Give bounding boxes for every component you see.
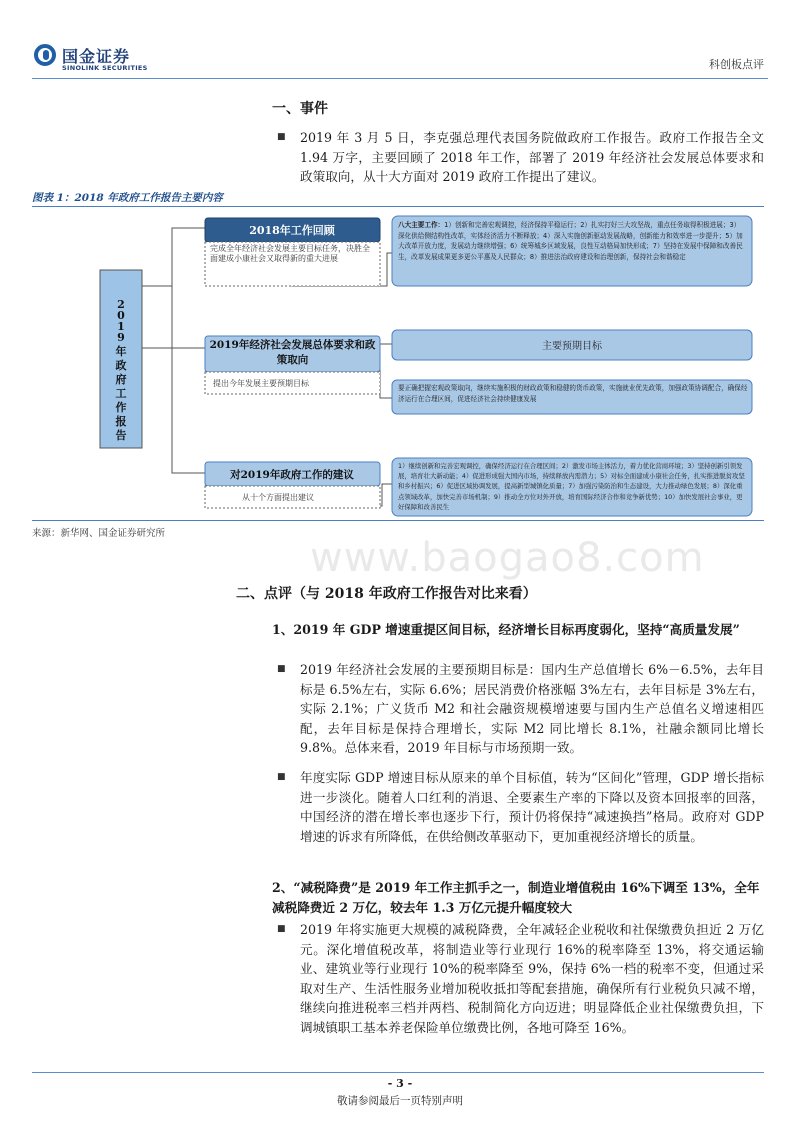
section1-bullet: 2019 年 3 月 5 日，李克强总理代表国务院做政府工作报告。政府工作报告全文 1.94 万字，主要回顾了 2018 年工作，部署了 2019 年经济社会发展总体要求和政策取向，从十大方面对 2019 政府工作提出了建议。 bbox=[300, 130, 764, 184]
diagram-root-char: 0 bbox=[117, 309, 125, 322]
subheading-1: 1、2019 年 GDP 增速重提区间目标，经济增长目标再度弱化，坚持“高质量发展” bbox=[272, 622, 740, 637]
branch1-detail-fo bbox=[398, 220, 746, 286]
diagram-root-char: 1 bbox=[117, 320, 125, 333]
diagram-root-char: 作 bbox=[115, 401, 127, 414]
subheading-2: 2、“减税降费”是 2019 年工作主抓手之一，制造业增值税由 16%下调至 13%，全年减税降费近 2 万亿，较去年 1.3 万亿元提升幅度较大 bbox=[272, 880, 760, 915]
section1-title: 一、事件 bbox=[272, 101, 328, 117]
branch2-sub: 提出今年发展主要预期目标 bbox=[213, 379, 309, 388]
bullet-icon: ■ bbox=[277, 924, 286, 934]
diagram-root-char: 工 bbox=[115, 387, 127, 400]
branch2-detail2-fo bbox=[398, 383, 748, 414]
branch3-sub: 从十个方面提出建议 bbox=[242, 493, 314, 502]
branch3-title: 对2019年政府工作的建议 bbox=[230, 469, 354, 481]
bullet-icon: ■ bbox=[277, 664, 286, 674]
page-number: - 3 - bbox=[387, 1077, 413, 1090]
diagram-root-char: 9 bbox=[117, 331, 125, 344]
diagram-root-char: 2 bbox=[117, 298, 125, 311]
branch1-sub-fo bbox=[210, 244, 375, 286]
branch1-detail: 1）创新和完善宏观调控，经济保持平稳运行；2）扎实打好三大攻坚战，重点任务取得积极进展；3）深化供给侧结构性改革，实体经济活力不断释放；4）深入实施创新驱动发展战略，创新能力和效率进一步提升；5）加大改革开放力度，发展动力继续增强；6）统筹城乡区域发展，良性互动格局加快形成；7）坚持在发展中保障和改善民生，改革发展成果更多更公平惠及人民群众；8）推进法治政府建设和治理创新，保持社会和谐稳定 bbox=[398, 221, 743, 261]
logo-name-cn: 国金证券 bbox=[62, 47, 131, 66]
figure-diagram bbox=[32, 208, 762, 518]
section2-title: 二、点评（与 2018 年政府工作报告对比来看） bbox=[236, 586, 537, 602]
branch1-detail-lead: 八大主要工作： bbox=[398, 221, 445, 229]
header-divider bbox=[32, 78, 768, 79]
branch2-title-fo bbox=[207, 338, 378, 372]
logo-icon bbox=[34, 44, 56, 66]
bullet-icon: ■ bbox=[277, 132, 286, 142]
footer-divider bbox=[32, 1072, 764, 1073]
sub1-bullet-1: 2019 年经济社会发展的主要预期目标是：国内生产总值增长 6%－6.5%，去年目标是 6.5%左右，实际 6.6%；居民消费价格涨幅 3%左右，去年目标是 3%左右，实际 2.1%；广义货币 M2 和社会融资规模增速要与国内生产总值名义增速相匹配，去年目标是保持合理增长，实际 M2 同比增长 8.1%，社融余额同比增长 9.8%。总体来看，2019 年目标与市场预期一致。 bbox=[300, 662, 764, 755]
sub1-bullet-2: 年度实际 GDP 增速目标从原来的单个目标值，转为“区间化”管理，GDP 增长指标进一步淡化。随着人口红利的消退、全要素生产率的下降以及资本回报率的回落，中国经济的潜在增长率也逐步下行，预计仍将保持“减速换挡”格局。政府对 GDP 增速的诉求有所降低，在供给侧改革驱动下，更加重视经济增长的质量。 bbox=[300, 770, 764, 844]
figure-top-rule bbox=[32, 206, 764, 207]
branch1-sub: 完成全年经济社会发展主要目标任务，决胜全面建成小康社会又取得新的重大进展 bbox=[210, 244, 370, 263]
diagram-root-char: 政 bbox=[115, 359, 127, 372]
report-type: 科创板点评 bbox=[709, 58, 764, 71]
branch3-detail-fo bbox=[398, 461, 748, 516]
diagram-root-char: 年 bbox=[115, 345, 127, 358]
figure-source: 来源：新华网、国金证券研究所 bbox=[32, 528, 166, 539]
diagram-root-char: 报 bbox=[115, 415, 127, 428]
figure-bottom-rule bbox=[32, 520, 764, 521]
branch2-title: 2019年经济社会发展总体要求和政策取向 bbox=[209, 339, 376, 366]
branch2-detail1: 主要预期目标 bbox=[542, 341, 602, 352]
footer-disclaimer: 敬请参阅最后一页特别声明 bbox=[337, 1095, 463, 1107]
sub2-bullet-1: 2019 年将实施更大规模的减税降费，全年减轻企业税收和社保缴费负担近 2 万亿元。深化增值税改革，将制造业等行业现行 16%的税率降至 13%，将交通运输业、建筑业等行业现行 10%的税率降至 9%，保持 6%一档的税率不变，但通过采取对生产、生活性服务业增加税收抵扣等配套措施，确保所有行业税负只减不增，继续向推进税率三档并两档、税制简化方向迈进；明显降低企业社保缴费负担，下调城镇职工基本养老保险单位缴费比例，各地可降至 16%。 bbox=[300, 922, 764, 1035]
diagram-root-char: 府 bbox=[115, 373, 127, 386]
bullet-icon: ■ bbox=[277, 772, 286, 782]
branch2-detail2: 要正确把握宏观政策取向，继续实施积极的财政政策和稳健的货币政策，实施就业优先政策，加强政策协调配合，确保经济运行在合理区间，促进经济社会持续健康发展 bbox=[398, 384, 748, 403]
diagram-root-char: 告 bbox=[115, 429, 127, 442]
branch3-detail: 1）继续创新和完善宏观调控，确保经济运行在合理区间；2）激发市场主体活力，着力优化营商环境；3）坚持创新引领发展，培育壮大新动能；4）促进形成强大国内市场，持续释放内需潜力；5）对标全面建成小康社会任务，扎实推进脱贫攻坚和乡村振兴；6）促进区域协调发展，提高新型城镇化质量；7）加强污染防治和生态建设，大力推动绿色发展；8）深化重点领域改革，加快完善市场机制；9）推动全方位对外开放，培育国际经济合作和竞争新优势；10）加快发展社会事业，更好保障和改善民生 bbox=[398, 462, 745, 511]
figure-title: 图表 1：2018 年政府工作报告主要内容 bbox=[32, 192, 223, 204]
logo-name-en: SINOLINK SECURITIES bbox=[62, 64, 148, 72]
branch1-title: 2018年工作回顾 bbox=[249, 224, 335, 237]
watermark: www.baogao8.com bbox=[310, 535, 705, 581]
